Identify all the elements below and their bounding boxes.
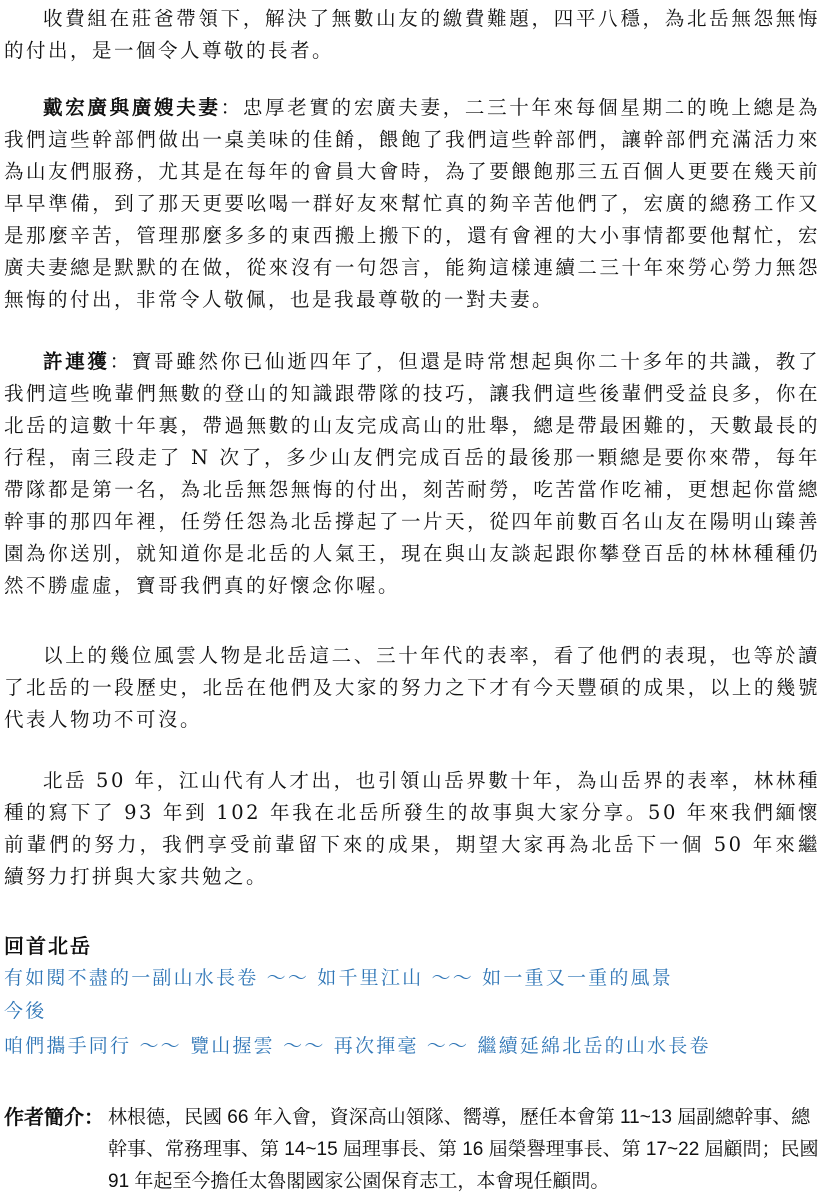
paragraph-text: 北岳 50 年，江山代有人才出，也引領山岳界數十年，為山岳界的表率，林林種種的寫下了 93 年到 102 年我在北岳所發生的故事與大家分享。50 年來我們緬懷前輩們的努力，我們享受前輩留下來的成果，期望大家再為北岳下一個 50 年來繼續努力打拼與大家共勉之。 [4,769,820,888]
paragraph-summary [4,640,820,736]
author-bio [4,1102,820,1198]
paragraph-text: ：忠厚老實的宏廣夫妻，二三十年來每個星期二的晚上總是為我們這些幹部們做出一桌美味的佳餚，餵飽了我們這些幹部們，讓幹部們充滿活力來為山友們服務，尤其是在每年的會員大會時，為了要餵飽那三五百個人更要在幾天前早早準備，到了那天更要吆喝一群好友來幫忙真的夠辛苦他們了，宏廣的總務工作又是那麼辛苦，管理那麼多多的東西搬上搬下的，還有會裡的大小事情都要他幫忙，宏廣夫妻總是默默的在做，從來沒有一句怨言，能夠這樣連續二三十年來勞心勞力無怨無悔的付出，非常令人敬佩，也是我最尊敬的一對夫妻。 [4,96,820,311]
paragraph-toll-group [4,3,820,67]
poem-line-1: 有如閱不盡的一副山水長卷 ～～ 如千里江山 ～～ 如一重又一重的風景 [4,967,673,989]
poem-line-2: 今後 [4,1000,47,1022]
person-name: 戴宏廣與廣嫂夫妻 [43,96,221,119]
author-bio-text: 林根德，民國 66 年入會，資深高山領隊、嚮導，歷任本會第 11~13 屆副總幹事、總幹事、常務理事、第 14~15 屆理事長、第 16 屆榮譽理事長、第 17~22 屆顧問；民國 91 年起至今擔任太魯閣國家公園保育志工，本會現任顧問。 [108,1107,819,1192]
poem-line-3: 咱們攜手同行 ～～ 覽山握雲 ～～ 再次揮毫 ～～ 繼續延綿北岳的山水長卷 [4,1035,711,1057]
paragraph-text: 以上的幾位風雲人物是北岳這二、三十年代的表率，看了他們的表現，也等於讀了北岳的一段歷史，北岳在他們及大家的努力之下才有今天豐碩的成果，以上的幾號代表人物功不可沒。 [4,644,820,731]
paragraph-dai-honguang [4,92,820,316]
paragraph-text: ：寶哥雖然你已仙逝四年了，但還是時常想起與你二十多年的共識，教了我們這些晚輩們無數的登山的知識跟帶隊的技巧，讓我們這些後輩們受益良多，你在北岳的這數十年裏，帶過無數的山友完成高山的壯舉，總是帶最困難的，天數最長的行程，南三段走了 N 次了，多少山友們完成百岳的最後那一顆總是要你來帶，每年帶隊都是第一名，為北岳無怨無悔的付出，刻苦耐勞，吃苦當作吃補，更想起你當總幹事的那四年裡，任勞任怨為北岳撐起了一片天，從四年前數百名山友在陽明山臻善園為你送別，就知道你是北岳的人氣王，現在與山友談起跟你攀登百岳的林林種種仍然不勝虛虛，寶哥我們真的好懷念你喔。 [4,350,820,597]
author-bio-label: 作者簡介： [4,1107,104,1129]
section-title: 回首北岳 [4,934,92,958]
paragraph-50-years [4,765,820,893]
paragraph-xu-lianhuo [4,346,820,602]
paragraph-text: 收費組在莊爸帶領下，解決了無數山友的繳費難題，四平八穩，為北岳無怨無悔的付出，是一個令人尊敬的長者。 [4,7,820,62]
person-name: 許連獲 [43,350,110,373]
